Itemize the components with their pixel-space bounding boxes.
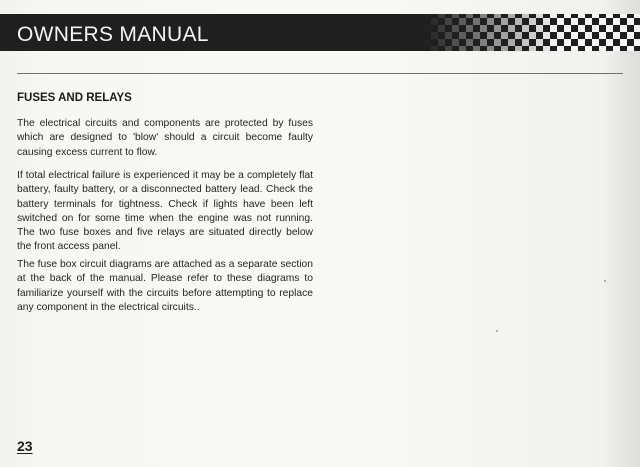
checker-square <box>501 18 508 25</box>
checker-square <box>466 14 473 18</box>
paragraph-fuse-protection: The electrical circuits and components are protected by fuses which are designed to 'blow' should a circuit become faulty causing excess current to flow. <box>17 118 313 158</box>
checker-square <box>529 18 536 25</box>
checker-square <box>550 14 557 18</box>
checker-square <box>424 25 431 32</box>
checker-square <box>578 25 585 32</box>
checker-square <box>431 18 438 25</box>
checker-square <box>571 46 578 51</box>
checker-square <box>613 18 620 25</box>
checker-square <box>452 25 459 32</box>
checker-square <box>536 14 543 18</box>
paragraph-electrical-failure: If total electrical failure is experienced it may be a completely flat battery, faulty battery, or a disconnected battery lead. Check the battery terminals for tightness. Check if lights have been left switched on for some time when the engine was not running. The two fuse boxes and five relays are situated directly below the front access panel. <box>17 170 313 253</box>
checker-square <box>592 25 599 32</box>
checker-square <box>424 39 431 46</box>
checker-square <box>438 14 445 18</box>
checker-square <box>529 46 536 51</box>
checker-square <box>585 32 592 39</box>
checker-square <box>522 39 529 46</box>
checker-square <box>599 18 606 25</box>
checker-square <box>613 32 620 39</box>
checker-square <box>466 25 473 32</box>
checker-square <box>634 39 640 46</box>
checker-square <box>557 18 564 25</box>
checker-square <box>599 32 606 39</box>
checker-square <box>620 25 627 32</box>
checker-square <box>620 14 627 18</box>
page-number: 23 <box>17 438 33 454</box>
paper-speck <box>604 280 606 282</box>
checker-square <box>438 39 445 46</box>
checker-square <box>501 32 508 39</box>
checker-square <box>606 14 613 18</box>
checker-square <box>592 14 599 18</box>
header-divider <box>17 73 623 74</box>
checker-square <box>578 14 585 18</box>
checker-square <box>634 14 640 18</box>
paragraph-circuit-diagrams: The fuse box circuit diagrams are attached as a separate section at the back of the manual. Please refer to these diagrams to familiarize yourself with the circuits before attempting to replace any component in the electrical circuits.. <box>17 259 313 313</box>
checker-square <box>536 39 543 46</box>
checker-square <box>494 39 501 46</box>
checker-square <box>627 46 634 51</box>
checker-square <box>459 46 466 51</box>
checker-square <box>494 25 501 32</box>
checker-square <box>550 39 557 46</box>
checker-square <box>445 32 452 39</box>
checker-square <box>578 39 585 46</box>
checker-square <box>599 46 606 51</box>
checker-square <box>550 25 557 32</box>
checker-square <box>508 14 515 18</box>
checker-square <box>473 32 480 39</box>
checker-square <box>606 25 613 32</box>
checker-square <box>557 32 564 39</box>
checker-square <box>445 18 452 25</box>
checker-square <box>585 18 592 25</box>
checker-square <box>557 46 564 51</box>
checker-square <box>564 25 571 32</box>
checkered-flag-decoration <box>410 14 640 51</box>
section-heading: FUSES AND RELAYS <box>17 92 132 104</box>
checker-square <box>606 39 613 46</box>
checker-square <box>536 25 543 32</box>
checker-square <box>452 39 459 46</box>
checker-square <box>620 39 627 46</box>
checker-square <box>431 46 438 51</box>
checker-square <box>473 18 480 25</box>
checker-square <box>634 25 640 32</box>
checker-square <box>480 14 487 18</box>
checker-square <box>571 32 578 39</box>
checker-square <box>501 46 508 51</box>
checker-square <box>627 32 634 39</box>
checker-square <box>529 32 536 39</box>
checker-square <box>452 14 459 18</box>
checker-square <box>627 18 634 25</box>
checker-square <box>459 32 466 39</box>
checker-square <box>564 14 571 18</box>
checker-square <box>480 25 487 32</box>
checker-square <box>459 18 466 25</box>
page-header-title: OWNERS MANUAL <box>17 23 209 46</box>
checker-square <box>487 46 494 51</box>
checkered-flag-icon <box>410 14 640 51</box>
checker-square <box>585 46 592 51</box>
checker-square <box>543 18 550 25</box>
checker-square <box>473 46 480 51</box>
checker-square <box>424 14 431 18</box>
checker-square <box>508 39 515 46</box>
checker-square <box>438 25 445 32</box>
checker-square <box>564 39 571 46</box>
checker-square <box>515 46 522 51</box>
checker-square <box>522 25 529 32</box>
checker-square <box>515 18 522 25</box>
checker-square <box>494 14 501 18</box>
paper-speck <box>496 330 498 332</box>
checker-square <box>571 18 578 25</box>
checker-square <box>431 32 438 39</box>
checker-square <box>613 46 620 51</box>
checker-square <box>487 32 494 39</box>
checker-square <box>487 18 494 25</box>
checker-square <box>480 39 487 46</box>
checker-square <box>592 39 599 46</box>
checker-square <box>508 25 515 32</box>
checker-square <box>543 32 550 39</box>
checker-square <box>515 32 522 39</box>
checker-square <box>445 46 452 51</box>
checker-square <box>522 14 529 18</box>
checker-square <box>543 46 550 51</box>
checker-square <box>466 39 473 46</box>
